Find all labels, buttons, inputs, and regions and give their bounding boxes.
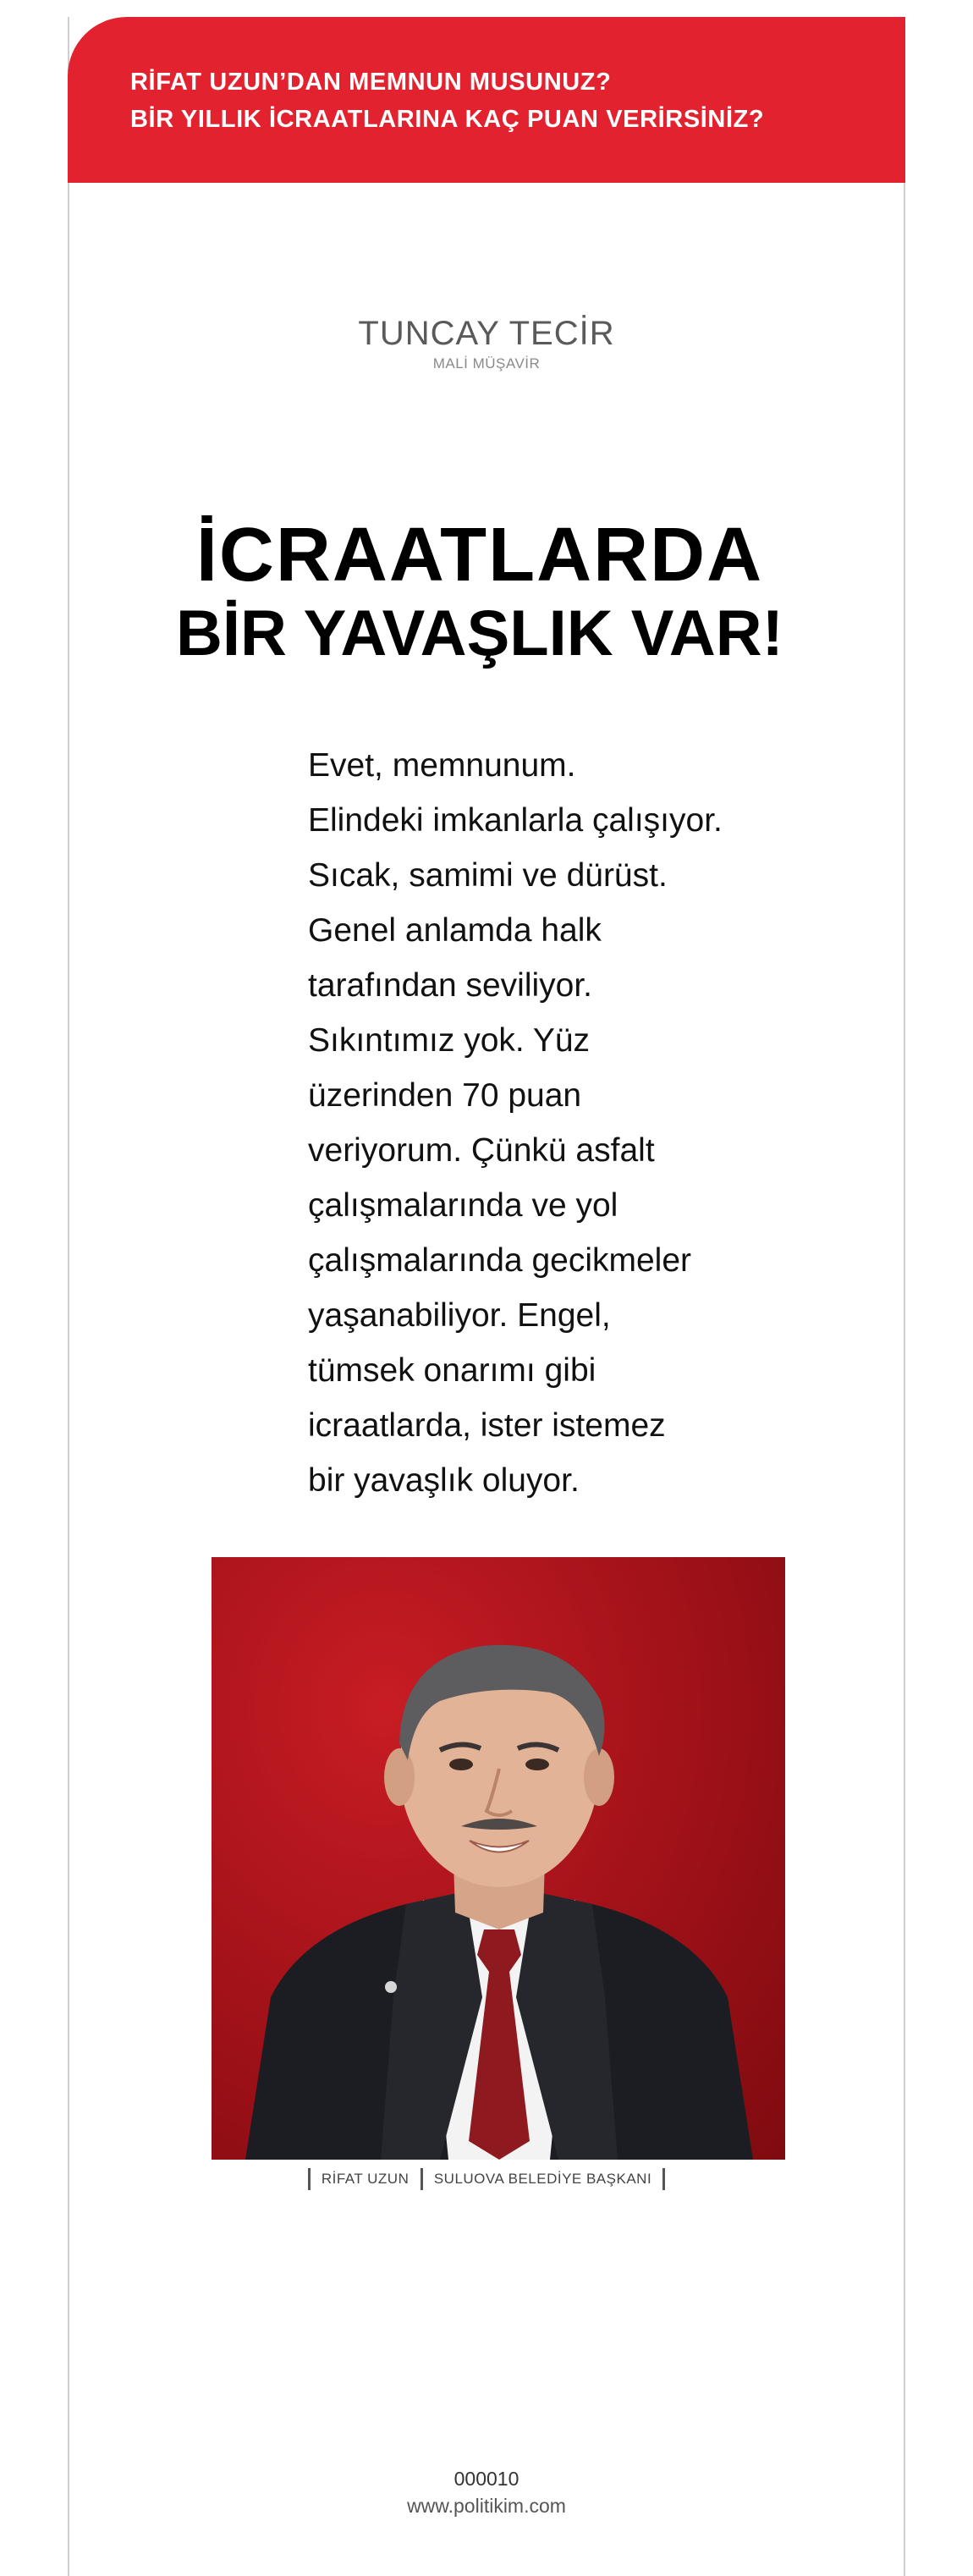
header-question-1: RİFAT UZUN’DAN MEMNUN MUSUNUZ? <box>130 69 612 96</box>
quote-line: Sıkıntımız yok. Yüz <box>308 1022 591 1059</box>
website-url[interactable]: www.politikim.com <box>407 2495 566 2517</box>
quote-line: çalışmalarında gecikmeler <box>308 1242 692 1279</box>
headline-line-2: BİR YAVAŞLIK VAR! <box>176 597 783 669</box>
page-code: 000010 <box>454 2468 519 2490</box>
quote-line: Elindeki imkanlarla çalışıyor. <box>308 802 723 839</box>
headline <box>0 513 973 670</box>
quote-line: Sıcak, samimi ve dürüst. <box>308 857 668 894</box>
quote-line: yaşanabiliyor. Engel, <box>308 1297 611 1334</box>
photo-caption <box>0 2168 973 2190</box>
header-question-2: BİR YILLIK İCRAATLARINA KAÇ PUAN VERİRSİNİZ? <box>130 106 765 133</box>
caption-divider <box>662 2168 665 2190</box>
caption-divider <box>308 2168 311 2190</box>
portrait-illustration <box>212 1557 785 2160</box>
author-role: MALİ MÜŞAVİR <box>432 355 541 372</box>
header-banner <box>68 17 905 183</box>
quote-line: Evet, memnunum. <box>308 747 576 784</box>
quote-line: veriyorum. Çünkü asfalt <box>308 1132 655 1169</box>
quote-line: bir yavaşlık oluyor. <box>308 1462 580 1499</box>
quote-line: Genel anlamda halk <box>308 912 602 949</box>
caption-name: RİFAT UZUN <box>321 2171 410 2187</box>
quote-line: tarafından seviliyor. <box>308 967 593 1004</box>
quote-text <box>308 738 782 1508</box>
portrait-photo <box>212 1557 785 2160</box>
author-name: TUNCAY TECİR <box>358 315 615 352</box>
quote-line: tümsek onarımı gibi <box>308 1352 596 1389</box>
quote-line: icraatlarda, ister istemez <box>308 1407 666 1444</box>
quote-line: üzerinden 70 puan <box>308 1077 582 1114</box>
caption-divider <box>421 2168 423 2190</box>
quote-line: çalışmalarında ve yol <box>308 1187 618 1224</box>
footer <box>0 2466 973 2520</box>
author-block <box>0 313 973 372</box>
headline-line-1: İCRAATLARDA <box>195 513 764 597</box>
caption-title: SULUOVA BELEDİYE BAŞKANI <box>433 2171 652 2187</box>
